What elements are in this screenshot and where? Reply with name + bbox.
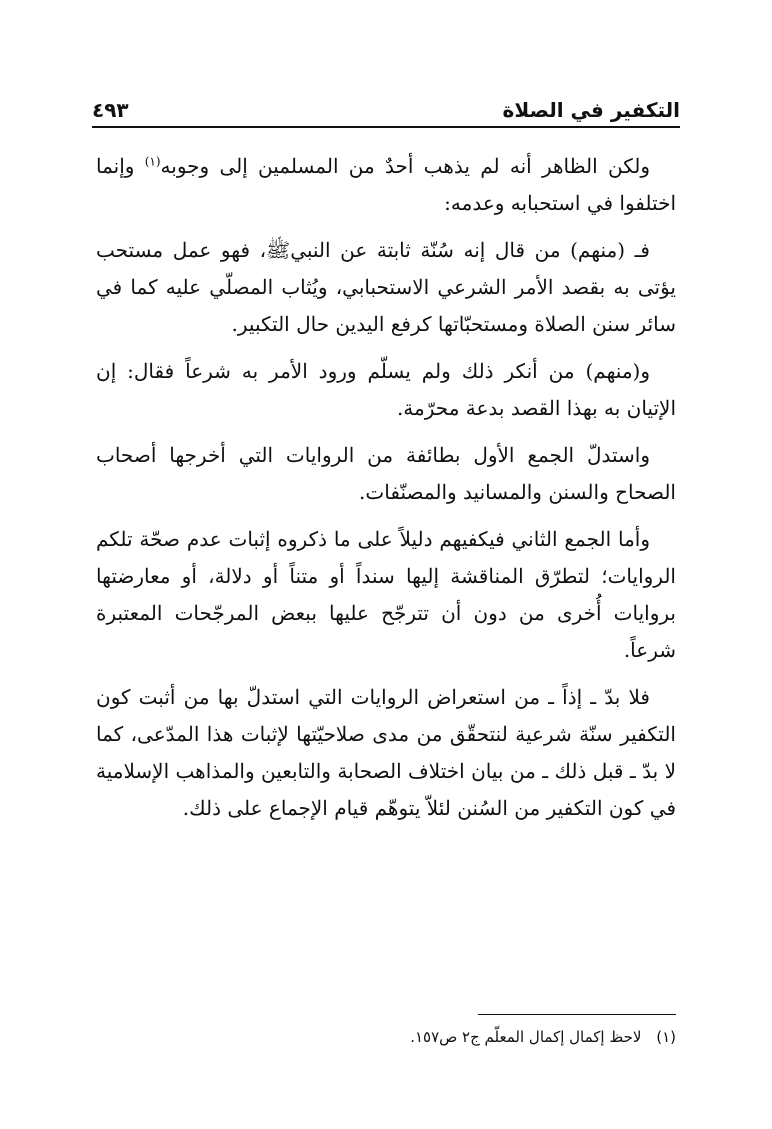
footnote-rule bbox=[478, 1014, 676, 1015]
footnote bbox=[96, 1024, 676, 1050]
paragraph-6: فلا بدّ ـ إذاً ـ من استعراض الروايات التي استدلّ بها من أثبت كون التكفير سنّة شرعية لنتحقّق من مدى صلاحيّتها لإثبات هذا المدّعى، كما لا بدّ ـ قبل ذلك ـ من بيان اختلاف الصحابة والتابعين والمذاهب الإسلامية في كون التكفير من السُنن لئلاّ يتوهّم قيام الإجماع على ذلك. bbox=[96, 685, 676, 820]
paragraph-1 bbox=[96, 148, 676, 222]
paragraph-5: وأما الجمع الثاني فيكفيهم دليلاً على ما ذكروه إثبات عدم صحّة تلكم الروايات؛ لتطرّق المناقشة إليها سنداً أو متناً أو دلالة، أو معارضتها بروايات أُخرى من دون أن تترجّح عليها ببعض المرجّحات المعتبرة شرعاً. bbox=[96, 527, 676, 662]
paragraph-3: و(منهم) من أنكر ذلك ولم يسلّم ورود الأمر به شرعاً فقال: إن الإتيان به بهذا القصد بدعة محرّمة. bbox=[96, 359, 676, 420]
paragraph-4: واستدلّ الجمع الأول بطائفة من الروايات التي أخرجها أصحاب الصحاح والسنن والمسانيد والمصنّفات. bbox=[96, 443, 676, 504]
footnote-marker: (١) bbox=[656, 1028, 676, 1046]
body-text bbox=[96, 148, 676, 837]
paragraph-1-text-before-note: ولكن الظاهر أنه لم يذهب أحدٌ من المسلمين إلى وجوبه bbox=[160, 154, 650, 178]
footnote-reference: (١) bbox=[144, 154, 161, 169]
header-rule bbox=[92, 126, 680, 128]
page-header bbox=[92, 82, 680, 122]
paragraph-1-text-after-note: وإنما اختلفوا في استحبابه وعدمه: bbox=[96, 154, 676, 215]
running-title: التكفير في الصلاة bbox=[502, 98, 680, 122]
footnote-text: لاحظ إكمال إكمال المعلّم ج٢ ص١٥٧. bbox=[410, 1028, 642, 1046]
paragraph-2: فـ (منهم) من قال إنه سُنّة ثابتة عن النبيﷺ، فهو عمل مستحب يؤتى به بقصد الأمر الشرعي الاستحبابي، ويُثاب المصلّي عليه كما في سائر سنن الصلاة ومستحبّاتها كرفع اليدين حال التكبير. bbox=[96, 238, 676, 336]
page-number: ٤٩٣ bbox=[92, 98, 129, 122]
